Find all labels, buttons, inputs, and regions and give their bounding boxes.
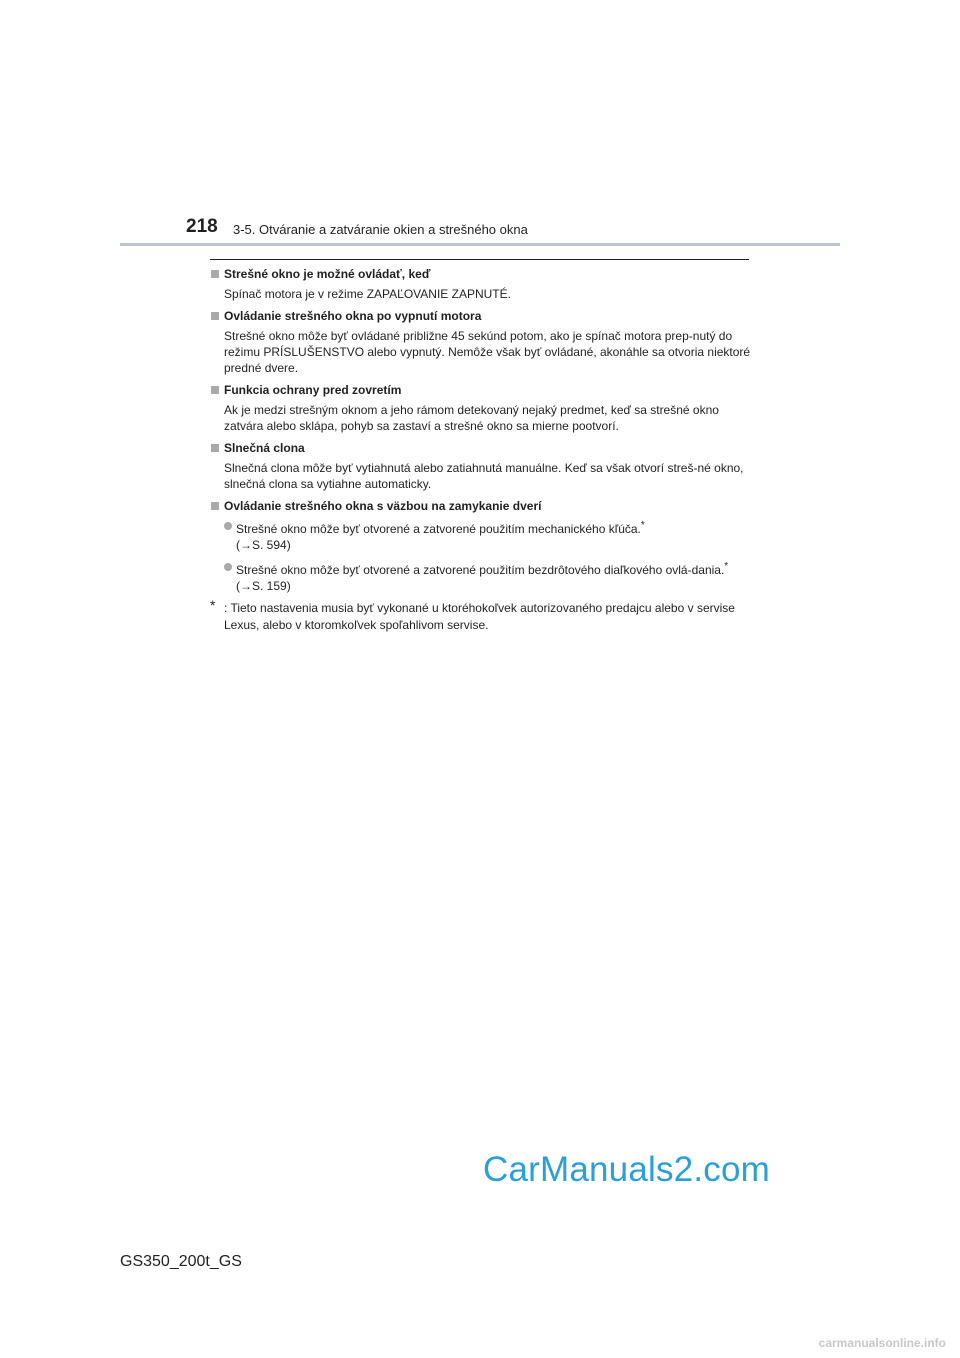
item-after-engine-off xyxy=(210,308,755,376)
page-header xyxy=(0,0,960,250)
item-body: Ak je medzi strešným oknom a jeho rámom detekovaný nejaký predmet, keď sa strešné okno zatvára alebo sklápa, pohyb sa zastaví a strešné okno sa mierne pootvorí. xyxy=(224,403,719,433)
square-bullet-icon xyxy=(211,444,219,452)
footnote-text: : Tieto nastavenia musia byť vykonané u ktoréhokoľvek autorizovaného predajcu alebo v servise Lexus, alebo v ktoromkoľvek spoľahlivom servise. xyxy=(224,601,735,632)
header-divider xyxy=(120,243,840,246)
footnote-asterisk: * xyxy=(210,597,216,613)
bottom-watermark: carmanualsonline.info xyxy=(818,1336,946,1350)
item-jam-protection xyxy=(210,382,755,434)
item-heading: Ovládanie strešného okna s väzbou na zamykanie dverí xyxy=(210,498,755,515)
bullet-wireless-remote: Strešné okno môže byť otvorené a zatvorené použitím bezdrôtového diaľkového ovlá-dania.* (→S. 159) xyxy=(210,559,755,594)
item-sunshade xyxy=(210,440,755,492)
item-operating-condition xyxy=(210,266,755,302)
item-heading: Funkcia ochrany pred zovretím xyxy=(210,382,755,399)
square-bullet-icon xyxy=(211,386,219,394)
square-bullet-icon xyxy=(211,312,219,320)
item-body: Strešné okno môže byť ovládané približne 45 sekúnd potom, ako je spínač motora prep-nutý do režimu PRÍSLUŠENSTVO alebo vypnutý. Nemôže však byť ovládané, akonáhle sa otvoria niektoré predné dvere. xyxy=(224,329,751,375)
page-number: 218 xyxy=(186,216,218,237)
footnote xyxy=(210,597,755,634)
item-heading: Strešné okno je možné ovládať, keď xyxy=(210,266,755,283)
item-door-lock-link xyxy=(210,498,755,594)
footnote-marker: * xyxy=(724,561,729,572)
item-body: Spínač motora je v režime ZAPAĽOVANIE ZAPNUTÉ. xyxy=(224,287,511,301)
content-divider xyxy=(210,259,749,260)
square-bullet-icon xyxy=(211,270,219,278)
footnote-marker: * xyxy=(640,520,645,531)
model-code: GS350_200t_GS xyxy=(120,1253,242,1270)
item-body: Slnečná clona môže byť vytiahnutá alebo zatiahnutá manuálne. Keď sa však otvorí streš-né okno, slnečná clona sa vytiahne automaticky. xyxy=(224,461,744,491)
section-title: 3-5. Otváranie a zatváranie okien a strešného okna xyxy=(233,222,528,237)
circle-bullet-icon xyxy=(224,563,232,571)
page-reference-link[interactable]: (→S. 159) xyxy=(236,579,291,593)
item-heading: Slnečná clona xyxy=(210,440,755,457)
watermark-logo: CarManuals2.com xyxy=(483,1150,770,1189)
bullet-mechanical-key: Strešné okno môže byť otvorené a zatvorené použitím mechanického kľúča.* (→S. 594) xyxy=(210,518,755,553)
page-reference-link[interactable]: (→S. 594) xyxy=(236,538,291,552)
item-heading: Ovládanie strešného okna po vypnutí motora xyxy=(210,308,755,325)
content-area xyxy=(210,266,755,634)
square-bullet-icon xyxy=(211,502,219,510)
circle-bullet-icon xyxy=(224,522,232,530)
